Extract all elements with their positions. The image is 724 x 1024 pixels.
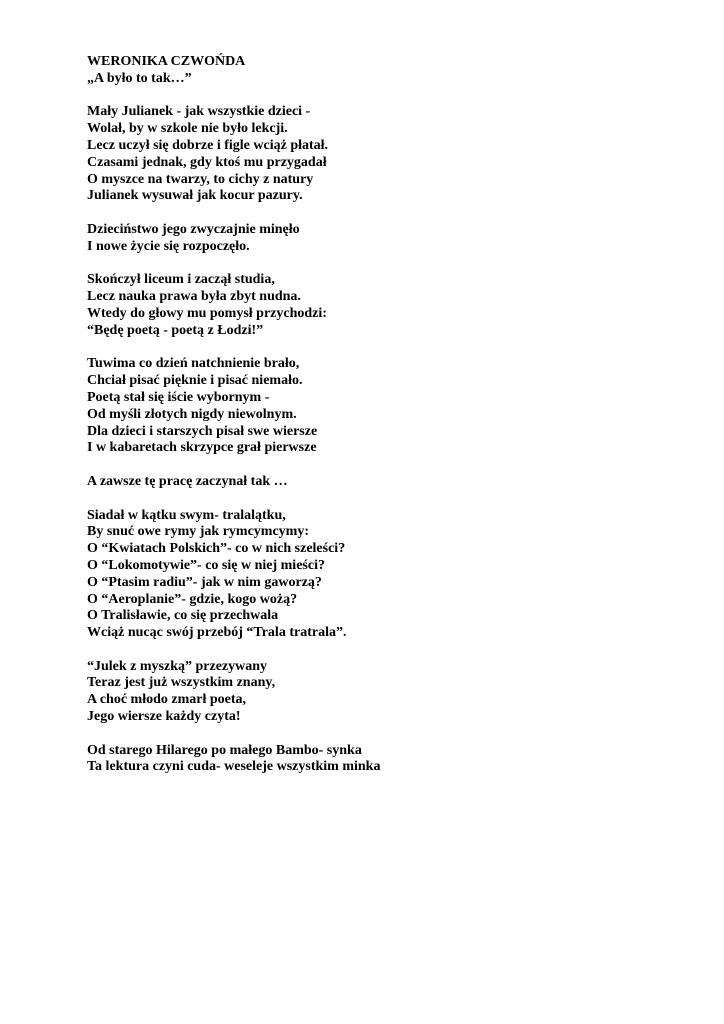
poem-line: Ta lektura czyni cuda- weseleje wszystkim minka (87, 759, 381, 775)
stanza (87, 104, 687, 205)
poem-line: Lecz uczył się dobrze i figle wciąż płatał. (87, 137, 329, 153)
poem-line: Julianek wysuwał jak kocur pazury. (87, 188, 303, 204)
stanza (87, 659, 687, 726)
stanza (87, 356, 687, 457)
poem-line: O “Lokomotywie”- co się w niej mieści? (87, 557, 325, 573)
poem-line: Tuwima co dzień natchnienie brało, (87, 356, 300, 372)
poem-line: O Tralisławie, co się przechwala (87, 608, 279, 624)
poem-line: Mały Julianek - jak wszystkie dzieci - (87, 104, 311, 120)
poem-line: By snuć owe rymy jak rymcymcymy: (87, 524, 310, 540)
stanza (87, 222, 687, 256)
poem-line: Wolał, by w szkole nie było lekcji. (87, 121, 288, 137)
poem-line: Wtedy do głowy mu pomysł przychodzi: (87, 305, 327, 321)
poem-line: Od myśli złotych nigdy niewolnym. (87, 406, 297, 422)
poem-line: Teraz jest już wszystkim znany, (87, 675, 276, 691)
poem-line: O “Kwiatach Polskich”- co w nich szeleści? (87, 541, 346, 557)
stanza (87, 272, 687, 339)
stanza (87, 474, 687, 491)
poem-line: Lecz nauka prawa była zbyt nudna. (87, 289, 301, 305)
poem-line: Skończył liceum i zaczął studia, (87, 272, 275, 288)
stanza (87, 508, 687, 642)
poem-line: A choć młodo zmarł poeta, (87, 692, 247, 708)
poem-body (87, 104, 687, 776)
poem-line: Siadał w kątku swym- tralalątku, (87, 507, 286, 523)
poem-line: “Będę poetą - poetą z Łodzi!” (87, 322, 264, 338)
poem-line: O “Ptasim radiu”- jak w nim gaworzą? (87, 574, 322, 590)
document-page (87, 54, 687, 793)
poem-line: O myszce na twarzy, to cichy z natury (87, 171, 314, 187)
poem-line: Dla dzieci i starszych pisał swe wiersze (87, 423, 318, 439)
poem-line: Dzieciństwo jego zwyczajnie minęło (87, 221, 300, 237)
poem-header (87, 54, 687, 88)
poem-line: “Julek z myszką” przezywany (87, 658, 268, 674)
poem-line: Jego wiersze każdy czyta! (87, 709, 241, 725)
poem-line: Od starego Hilarego po małego Bambo- synka (87, 742, 362, 758)
poem-line: O “Aeroplanie”- gdzie, kogo wożą? (87, 591, 298, 607)
poem-line: Czasami jednak, gdy ktoś mu przygadał (87, 154, 327, 170)
stanza (87, 743, 687, 777)
poem-line: Poetą stał się iście wybornym - (87, 389, 270, 405)
author-name: WERONIKA CZWOŃDA (87, 54, 246, 69)
poem-line: Chciał pisać pięknie i pisać niemało. (87, 373, 303, 389)
poem-line: Wciąż nucąc swój przebój “Trala tratrala”. (87, 625, 347, 641)
poem-line: A zawsze tę pracę zaczynał tak … (87, 473, 288, 489)
poem-title: „A było to tak…” (87, 70, 192, 86)
poem-line: I nowe życie się rozpoczęło. (87, 238, 250, 254)
poem-line: I w kabaretach skrzypce grał pierwsze (87, 440, 317, 456)
